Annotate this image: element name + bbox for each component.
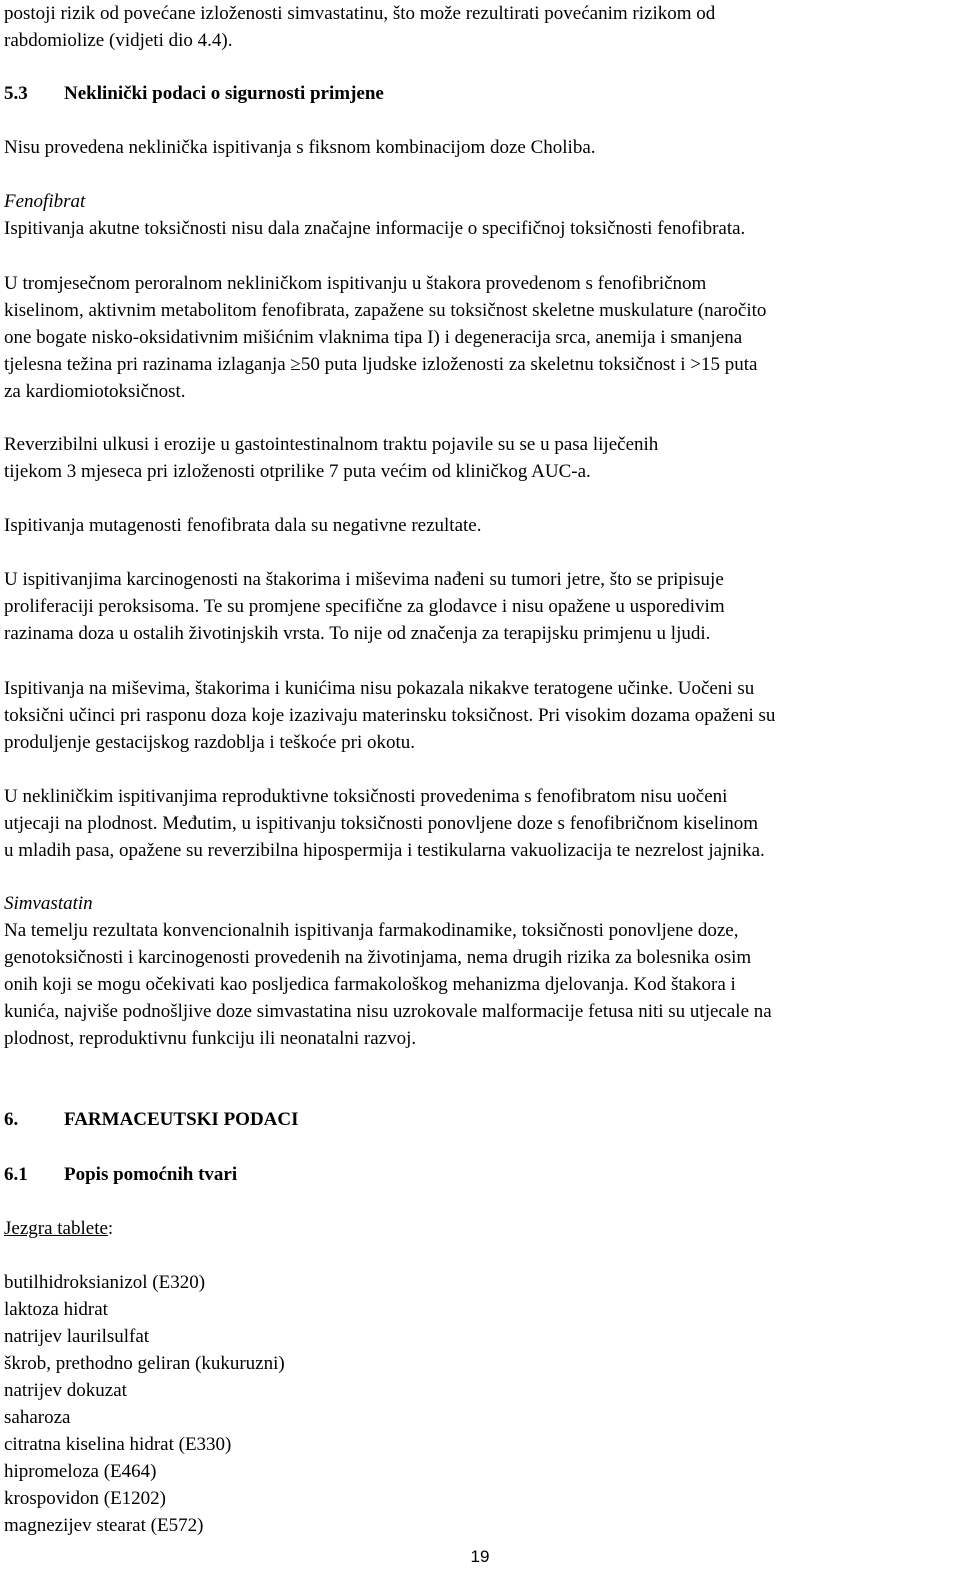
three-month-study-paragraph [4, 270, 956, 405]
section-6-heading [4, 1106, 956, 1133]
simvastatin-paragraph [4, 917, 956, 1052]
paragraph-line: Reverzibilni ulkusi i erozije u gastointestinalnom traktu pojavile su se u pasa liječenih [4, 434, 659, 455]
tablet-core-colon: : [107, 1218, 114, 1239]
excipients-list [4, 1269, 956, 1539]
list-item: natrijev dokuzat [4, 1380, 127, 1401]
paragraph-line: one bogate nisko-oksidativnim mišićnim vlaknima tipa I) i degeneracija srca, anemija i smanjena [4, 327, 743, 348]
carcinogenicity-paragraph [4, 566, 956, 647]
paragraph-line: Na temelju rezultata konvencionalnih ispitivanja farmakodinamike, toksičnosti ponovljene doze, [4, 920, 739, 941]
section-6-1-heading [4, 1161, 956, 1188]
paragraph-line: genotoksičnosti i karcinogenosti provedenih na životinjama, nema drugih rizika za bolesnika osim [4, 947, 752, 968]
list-item: magnezijev stearat (E572) [4, 1515, 204, 1536]
section-title: Popis pomoćnih tvari [64, 1164, 238, 1185]
intro-line: rabdomiolize (vidjeti dio 4.4). [4, 30, 233, 51]
tablet-core-heading [4, 1215, 956, 1242]
tablet-core-label: Jezgra tablete [4, 1218, 108, 1239]
section-title: FARMACEUTSKI PODACI [64, 1109, 299, 1130]
paragraph-line: za kardiomiotoksičnost. [4, 381, 186, 402]
paragraph-line: U ispitivanjima karcinogenosti na štakorima i miševima nađeni su tumori jetre, što se pripisuje [4, 569, 724, 590]
paragraph-line: produljenje gestacijskog razdoblja i teškoće pri okotu. [4, 732, 416, 753]
page-number: 19 [470, 1547, 490, 1566]
paragraph-line: u mladih pasa, opažene su reverzibilna hipospermija i testikularna vakuolizacija te nezrelost jajnika. [4, 840, 765, 861]
section-number: 6. [4, 1109, 19, 1130]
paragraph-line: onih koji se mogu očekivati kao posljedica farmakološkog mehanizma djelovanja. Kod štakora i [4, 974, 736, 995]
paragraph-line: proliferaciji peroksisoma. Te su promjene specifične za glodavce i nisu opažene u usporedivim [4, 596, 725, 617]
paragraph-line: razinama doza u ostalih životinjskih vrsta. To nije od značenja za terapijsku primjenu u ljudi. [4, 623, 711, 644]
list-item: krospovidon (E1202) [4, 1488, 167, 1509]
paragraph-line: tijekom 3 mjeseca pri izloženosti otprilike 7 puta većim od kliničkog AUC-a. [4, 461, 591, 482]
paragraph-line: plodnost, reproduktivnu funkciju ili neonatalni razvoj. [4, 1028, 417, 1049]
section-title: Neklinički podaci o sigurnosti primjene [64, 83, 384, 104]
list-item: škrob, prethodno geliran (kukuruzni) [4, 1353, 285, 1374]
paragraph-line: kiselinom, aktivnim metabolitom fenofibrata, zapažene su toksičnost skeletne muskulature (naročito [4, 300, 767, 321]
paragraph-line: Ispitivanja na miševima, štakorima i kunićima nisu pokazala nikakve teratogene učinke. Uočeni su [4, 678, 755, 699]
list-item: laktoza hidrat [4, 1299, 108, 1320]
paragraph-line: U nekliničkim ispitivanjima reproduktivne toksičnosti provedenima s fenofibratom nisu uočeni [4, 786, 728, 807]
ulcers-paragraph [4, 431, 956, 485]
paragraph-line: toksični učinci pri rasponu doza koje izazivaju materinsku toksičnost. Pri visokim dozama opaženi su [4, 705, 776, 726]
list-item: saharoza [4, 1407, 71, 1428]
fenofibrat-subheading: Fenofibrat [4, 191, 86, 212]
acute-toxicity-paragraph: Ispitivanja akutne toksičnosti nisu dala značajne informacije o specifičnoj toksičnosti fenofibrata. [4, 218, 746, 239]
list-item: natrijev laurilsulfat [4, 1326, 150, 1347]
simvastatin-subheading: Simvastatin [4, 893, 93, 914]
section-5-3-heading [4, 80, 956, 107]
intro-paragraph [4, 0, 956, 54]
list-item: hipromeloza (E464) [4, 1461, 157, 1482]
section-number: 6.1 [4, 1164, 28, 1185]
paragraph-line: U tromjesečnom peroralnom nekliničkom ispitivanju u štakora provedenom s fenofibričnom [4, 273, 707, 294]
paragraph-line: tjelesna težina pri razinama izlaganja ≥50 puta ljudske izloženosti za skeletnu toksičnost i >15 puta [4, 354, 758, 375]
mutagenicity-paragraph: Ispitivanja mutagenosti fenofibrata dala su negativne rezultate. [4, 515, 482, 536]
intro-line: postoji rizik od povećane izloženosti simvastatinu, što može rezultirati povećanim rizikom od [4, 3, 716, 24]
list-item: butilhidroksianizol (E320) [4, 1272, 206, 1293]
reproductive-toxicity-paragraph [4, 783, 956, 864]
section-number: 5.3 [4, 83, 28, 104]
list-item: citratna kiselina hidrat (E330) [4, 1434, 232, 1455]
teratogenicity-paragraph [4, 675, 956, 756]
paragraph-line: utjecaji na plodnost. Međutim, u ispitivanju toksičnosti ponovljene doze s fenofibričnom kiselinom [4, 813, 759, 834]
no-studies-paragraph: Nisu provedena neklinička ispitivanja s fiksnom kombinacijom doze Choliba. [4, 137, 596, 158]
paragraph-line: kunića, najviše podnošljive doze simvastatina nisu uzrokovale malformacije fetusa niti su utjecale na [4, 1001, 772, 1022]
